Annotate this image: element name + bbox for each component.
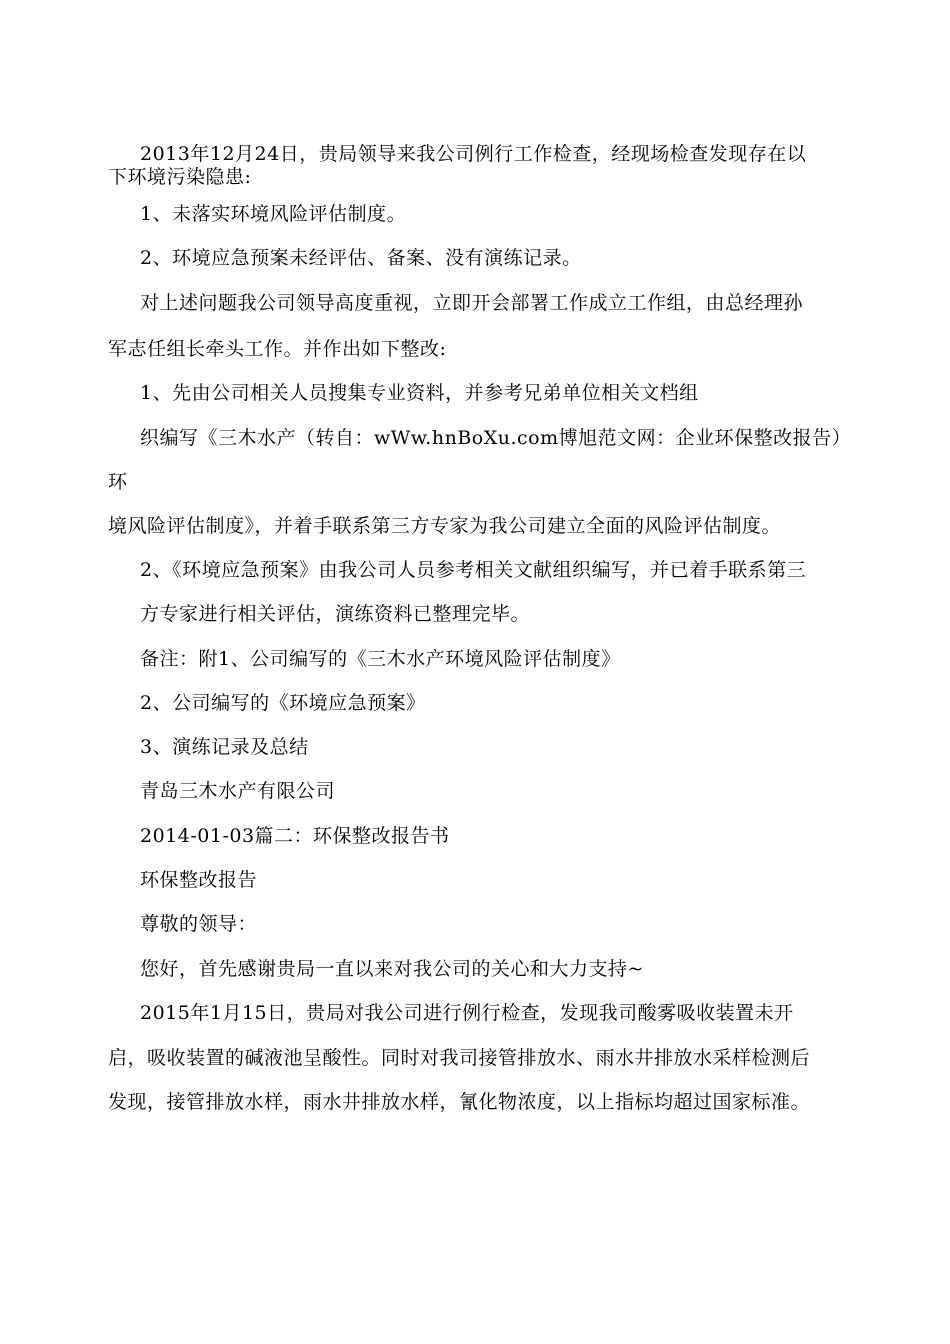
text-line: 备注：附1、公司编写的《三木水产环境风险评估制度》: [140, 648, 621, 670]
text-line: 您好，首先感谢贵局一直以来对我公司的关心和大力支持~: [140, 958, 644, 980]
text-line: 2、公司编写的《环境应急预案》: [140, 692, 426, 714]
text-line: 对上述问题我公司领导高度重视，立即开会部署工作成立工作组，由总经理孙: [140, 292, 804, 314]
text-line: 织编写《三木水产（转自：wWw.hnBoXu.com博旭范文网：企业环保整改报告）: [140, 427, 852, 449]
text-line: 1、未落实环境风险评估制度。: [140, 203, 407, 225]
text-line: 2014-01-03篇二：环保整改报告书: [140, 825, 450, 847]
text-line: 3、演练记录及总结: [140, 736, 309, 758]
text-line: 尊敬的领导：: [140, 913, 258, 935]
text-line: 2、环境应急预案未经评估、备案、没有演练记录。: [140, 247, 582, 269]
text-line: 2、《环境应急预案》由我公司人员参考相关文献组织编写，并已着手联系第三: [140, 559, 807, 581]
text-line: 环保整改报告: [140, 869, 258, 891]
text-line: 下环境污染隐患:: [108, 166, 252, 188]
text-line: 青岛三木水产有限公司: [140, 780, 336, 802]
text-line: 方专家进行相关评估，演练资料已整理完毕。: [140, 603, 531, 625]
text-line: 发现，接管排放水样，雨水井排放水样，氰化物浓度，以上指标均超过国家标准。: [108, 1091, 811, 1113]
text-line: 2013年12月24日，贵局领导来我公司例行工作检查，经现场检查发现存在以: [140, 143, 807, 165]
text-line: 启，吸收装置的碱液池呈酸性。同时对我司接管排放水、雨水井排放水采样检测后: [108, 1047, 811, 1069]
text-line: 2015年1月15日，贵局对我公司进行例行检查，发现我司酸雾吸收装置未开: [140, 1002, 794, 1024]
text-line: 环: [108, 471, 128, 493]
text-line: 1、先由公司相关人员搜集专业资料，并参考兄弟单位相关文档组: [140, 382, 699, 404]
text-line: 境风险评估制度》，并着手联系第三方专家为我公司建立全面的风险评估制度。: [108, 515, 782, 537]
text-line: 军志任组长牵头工作。并作出如下整改:: [108, 338, 447, 360]
